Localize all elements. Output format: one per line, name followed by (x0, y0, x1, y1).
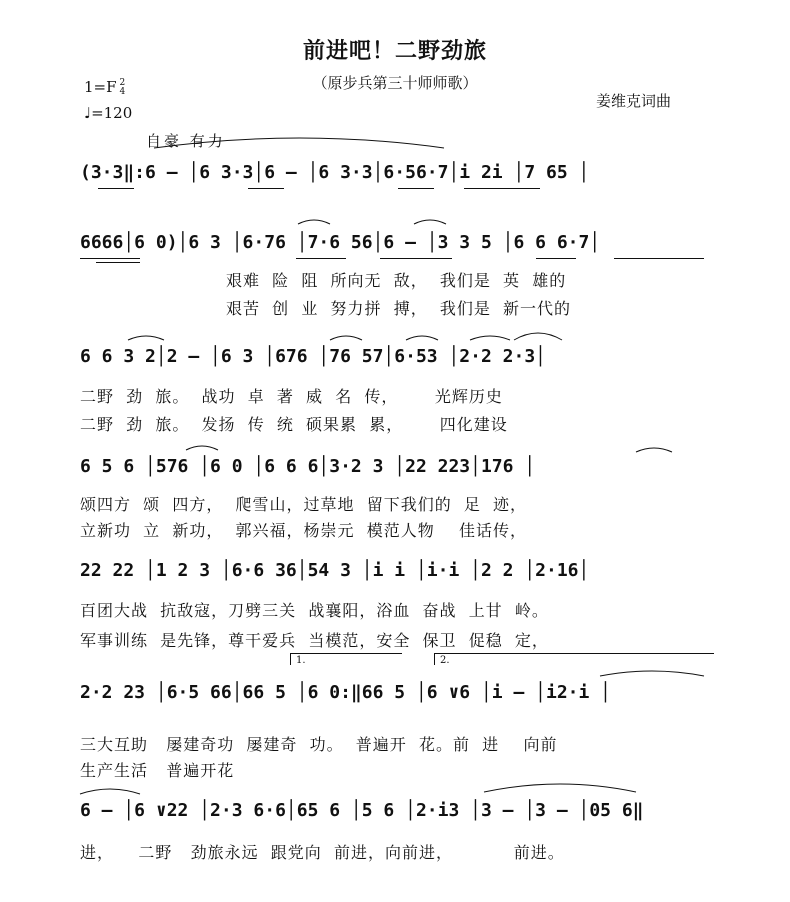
song-title: 前进吧！二野劲旅 (302, 39, 487, 64)
volta-1-label: 1. (296, 655, 306, 666)
slur (470, 336, 510, 340)
staff-2: 6666│6 0)│6 3 │6·76 │7·6 56│6 – │3 3 5 │6 6 6·7│ (80, 232, 601, 253)
time-sig-bottom: 4 (119, 87, 126, 97)
expression-marking: 自豪 有力 (146, 132, 226, 150)
slur (80, 789, 140, 794)
staff-3: 6 6 3 2│2 – │6 3 │676 │76 57│6·53 │2·2 2·3│ (80, 346, 546, 367)
staff-1: (3·3‖:6 – │6 3·3│6 – │6 3·3│6·56·7│i 2i │7 65 │ (80, 162, 590, 183)
lyric-2-verse-1: 艰难 险 阻 所向无 敌， 我们是 英 雄的 (226, 271, 567, 290)
slur (330, 336, 362, 340)
lyric-5-verse-1: 百团大战 抗敌寇，刀劈三关 战襄阳，浴血 奋战 上甘 岭。 (80, 601, 549, 620)
lyric-3-verse-2: 二野 劲 旅。 发扬 传 统 硕果累 累， 四化建设 (80, 415, 508, 434)
lyric-6-verse-2: 生产生活 普遍开花 (80, 761, 235, 780)
lyric-5-verse-2: 军事训练 是先锋，尊干爱兵 当模范，安全 保卫 促稳 定， (80, 631, 549, 650)
slur (636, 448, 672, 452)
time-sig-top: 2 (119, 78, 126, 88)
lyric-4-verse-2: 立新功 立 新功， 郭兴福，杨崇元 模范人物 佳话传， (80, 521, 528, 540)
volta-2-label: 2. (440, 655, 450, 666)
composer-credit: 姜维克词曲 (596, 92, 672, 110)
staff-4: 6 5 6 │576 │6 0 │6 6 6│3·2 3 │22 223│176 │ (80, 456, 536, 477)
lyric-2-verse-2: 艰苦 创 业 努力拼 搏， 我们是 新一代的 (226, 299, 572, 318)
tempo-marking: ♩=120 (84, 104, 133, 122)
slur (414, 220, 446, 224)
slur (186, 446, 218, 450)
staff-7: 6 – │6 ∨22 │2·3 6·6│65 6 │5 6 │2·i3 │3 – │3 – │05 6‖ (80, 800, 644, 821)
slur (406, 336, 438, 340)
staff-5: 22 22 │1 2 3 │6·6 36│54 3 │i i │i·i │2 2 │2·16│ (80, 560, 590, 581)
slur (600, 671, 704, 676)
lyric-3-verse-1: 二野 劲 旅。 战功 卓 著 威 名 传， 光辉历史 (80, 387, 503, 406)
lyric-4-verse-1: 颂四方 颂 四方， 爬雪山，过草地 留下我们的 足 迹， (80, 495, 528, 514)
song-subtitle: （原步兵第三十师师歌） (312, 74, 478, 92)
slur (154, 138, 444, 148)
lyric-6-verse-1: 三大互助 屡建奇功 屡建奇 功。 普遍开 花。前 进 向前 (80, 735, 558, 754)
slur (484, 784, 636, 792)
staff-6: 2·2 23 │6·5 66│66 5 │6 0:‖66 5 │6 ∨6 │i – │i2·i │ (80, 682, 612, 703)
slur (298, 220, 330, 224)
slur (128, 336, 164, 340)
lyric-7-verse-1: 进， 二野 劲旅永远 跟党向 前进，向前进， 前进。 (80, 843, 565, 862)
key-label: 1=F (84, 78, 117, 96)
slur (514, 333, 562, 340)
